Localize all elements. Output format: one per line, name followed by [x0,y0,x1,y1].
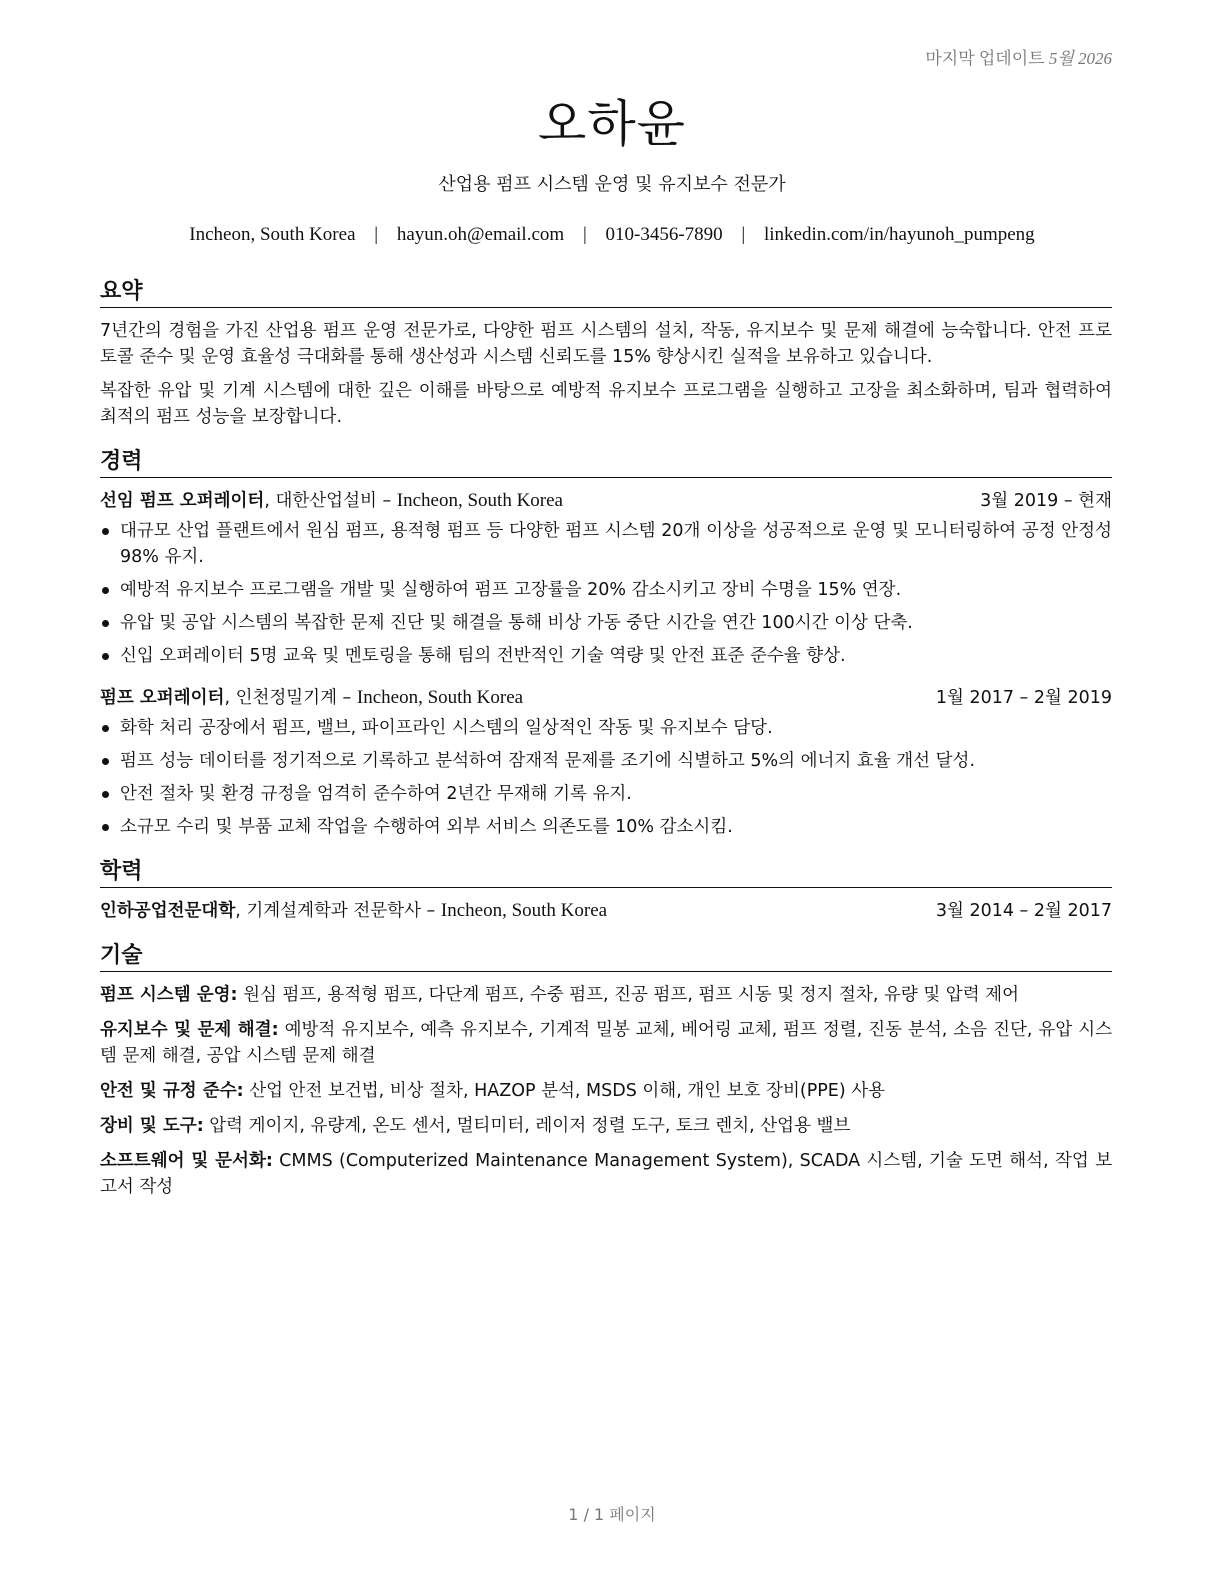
contact-line [0,224,1224,246]
degree: , 기계설계학과 전문학사 – [235,901,441,921]
candidate-name: 오하윤 [538,95,686,153]
school-name: 인하공업전문대학 [100,901,236,921]
job-location: Incheon, South Korea [356,687,524,708]
job-bullets [100,518,1112,669]
skill-row [100,982,1112,1008]
list-item: 안전 절차 및 환경 규정을 엄격히 준수하여 2년간 무재해 기록 유지. [100,781,1112,807]
skill-value: 예방적 유지보수, 예측 유지보수, 기계적 밀봉 교체, 베어링 교체, 펌프 정렬, 진동 분석, 소음 진단, 유압 시스템 문제 해결, 공압 시스템 문제 해결 [100,1020,1113,1066]
job-header [100,685,1112,711]
skill-value: CMMS (Computerized Maintenance Management System), SCADA 시스템, 기술 도면 해석, 작업 보고서 작성 [100,1151,1112,1197]
list-item: 예방적 유지보수 프로그램을 개발 및 실행하여 펌프 고장률을 20% 감소시키고 장비 수명을 15% 연장. [100,577,1112,603]
list-item: 대규모 산업 플랜트에서 원심 펌프, 용적형 펌프 등 다양한 펌프 시스템 20개 이상을 성공적으로 운영 및 모니터링하여 공정 안정성 98% 유지. [100,518,1112,570]
job-bullets [100,715,1112,840]
job-dates: 1월 2017 – 2월 2019 [935,688,1112,708]
tagline: 산업용 펌프 시스템 운영 및 유지보수 전문가 [438,174,786,195]
skill-label: 펌프 시스템 운영: [100,985,238,1005]
education-section [100,854,1112,924]
skill-row [100,1017,1112,1069]
job-location: Incheon, South Korea [396,490,563,511]
job-role: 선임 펌프 오퍼레이터 [100,491,265,511]
list-item: 유압 및 공압 시스템의 복잡한 문제 진단 및 해결을 통해 비상 가동 중단 시간을 연간 100시간 이상 단축. [100,610,1112,636]
contact-location: Incheon, South Korea [189,224,356,245]
job-role: 펌프 오퍼레이터 [100,688,225,708]
list-item: 펌프 성능 데이터를 정기적으로 기록하고 분석하여 잠재적 문제를 조기에 식별하고 5%의 에너지 효율 개선 달성. [100,748,1112,774]
list-item: 신입 오퍼레이터 5명 교육 및 멘토링을 통해 팀의 전반적인 기술 역량 및 안전 표준 준수율 향상. [100,643,1112,669]
education-location: Incheon, South Korea [440,900,608,921]
summary-section [100,274,1112,430]
skill-row [100,1113,1112,1139]
list-item: 소규모 수리 및 부품 교체 작업을 수행하여 외부 서비스 의존도를 10% 감소시킴. [100,814,1112,840]
contact-email[interactable]: hayun.oh@email.com [396,224,565,245]
contact-separator: | [374,224,379,245]
skill-value: 압력 게이지, 유량계, 온도 센서, 멀티미터, 레이저 정렬 도구, 토크 렌치, 산업용 밸브 [203,1116,851,1136]
contact-linkedin[interactable]: linkedin.com/in/hayunoh_pumpeng [763,224,1035,245]
education-entry [100,898,1112,924]
resume-content [100,274,1112,1209]
skill-label: 소프트웨어 및 문서화: [100,1151,273,1171]
skill-label: 안전 및 규정 준수: [100,1081,244,1101]
job-entry [100,488,1112,669]
list-item: 화학 처리 공장에서 펌프, 밸브, 파이프라인 시스템의 일상적인 작동 및 유지보수 담당. [100,715,1112,741]
section-title-experience: 경력 [100,444,1112,478]
job-title-line [100,488,563,514]
summary-paragraph: 7년간의 경험을 가진 산업용 펌프 운영 전문가로, 다양한 펌프 시스템의 설치, 작동, 유지보수 및 문제 해결에 능숙합니다. 안전 프로토콜 준수 및 운영 효율성 극대화를 통해 생산성과 시스템 신뢰도를 15% 향상시킨 실적을 보유하고 있습니다. [100,321,1112,367]
job-entry [100,685,1112,840]
section-title-skills: 기술 [100,938,1112,972]
last-updated: 마지막 업데이트 5월 2026 [925,49,1112,68]
skill-row [100,1148,1112,1200]
contact-separator: | [582,224,587,245]
job-dates: 3월 2019 – 현재 [980,491,1112,511]
job-header [100,488,1112,514]
job-title-line [100,685,523,711]
skill-row [100,1078,1112,1104]
education-line [100,898,607,924]
skill-value: 원심 펌프, 용적형 펌프, 다단계 펌프, 수중 펌프, 진공 펌프, 펌프 시동 및 정지 절차, 유량 및 압력 제어 [237,985,1019,1005]
experience-section [100,444,1112,840]
page-number: 1 / 1 페이지 [568,1505,656,1524]
contact-phone: 010-3456-7890 [605,224,723,245]
job-company: , 인천정밀기계 – [224,688,357,708]
summary-paragraph: 복잡한 유압 및 기계 시스템에 대한 깊은 이해를 바탕으로 예방적 유지보수 프로그램을 실행하고 고장을 최소화하며, 팀과 협력하여 최적의 펌프 성능을 보장합니다. [100,381,1112,427]
education-dates: 3월 2014 – 2월 2017 [935,901,1112,921]
skill-label: 유지보수 및 문제 해결: [100,1020,279,1040]
job-company: , 대한산업설비 – [264,491,397,511]
section-title-education: 학력 [100,854,1112,888]
skill-label: 장비 및 도구: [100,1116,204,1136]
section-title-summary: 요약 [100,274,1112,308]
skill-value: 산업 안전 보건법, 비상 절차, HAZOP 분석, MSDS 이해, 개인 보호 장비(PPE) 사용 [243,1081,886,1101]
skills-section [100,938,1112,1200]
contact-separator: | [741,224,746,245]
